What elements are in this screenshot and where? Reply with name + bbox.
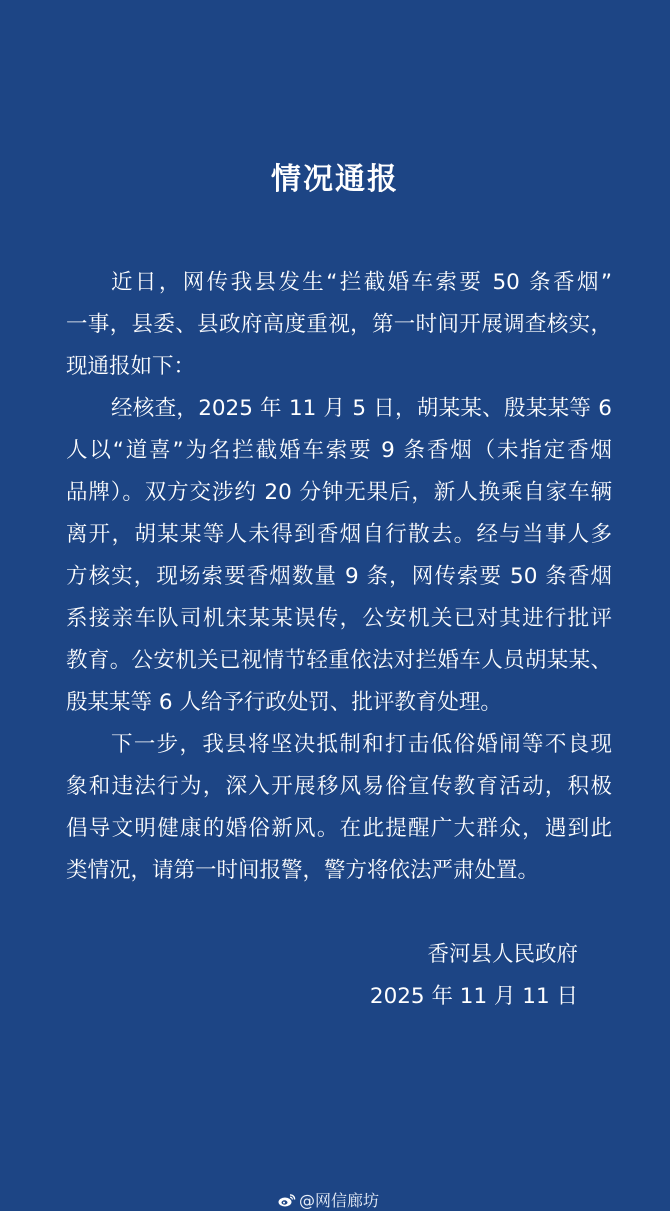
page-title: 情况通报 (271, 162, 399, 197)
watermark (278, 1188, 379, 1211)
weibo-logo-icon (278, 1193, 296, 1207)
watermark-text: @网信廊坊 (299, 1191, 380, 1210)
text-line: 一事，县委、县政府高度重视，第一时间开展调查核实， (66, 312, 612, 337)
text-line: 人以“道喜”为名拦截婚车索要 9 条香烟（未指定香烟 (66, 438, 612, 463)
text-line: 离开，胡某某等人未得到香烟自行散去。经与当事人多 (66, 522, 612, 547)
notice-body (66, 262, 612, 892)
text-line: 近日，网传我县发生“拦截婚车索要 50 条香烟” (111, 270, 612, 295)
paragraph-next-steps (66, 724, 612, 892)
text-line: 类情况，请第一时间报警，警方将依法严肃处置。 (66, 858, 540, 883)
signature-date: 2025 年 11 月 11 日 (369, 984, 578, 1009)
text-line: 倡导文明健康的婚俗新风。在此提醒广大群众，遇到此 (66, 816, 612, 841)
signature-org: 香河县人民政府 (427, 942, 578, 967)
paragraph-intro (66, 262, 612, 388)
text-line: 象和违法行为，深入开展移风易俗宣传教育活动，积极 (66, 774, 612, 799)
text-line: 下一步，我县将坚决抵制和打击低俗婚闹等不良现 (111, 732, 612, 757)
text-line: 教育。公安机关已视情节轻重依法对拦婚车人员胡某某、 (66, 648, 612, 673)
paragraph-findings (66, 388, 612, 724)
text-line: 殷某某等 6 人给予行政处罚、批评教育处理。 (66, 690, 502, 715)
text-line: 方核实，现场索要香烟数量 9 条，网传索要 50 条香烟 (66, 564, 612, 589)
text-line: 品牌）。双方交涉约 20 分钟无果后，新人换乘自家车辆 (66, 480, 612, 505)
text-line: 系接亲车队司机宋某某误传，公安机关已对其进行批评 (66, 606, 612, 631)
text-line: 经核查，2025 年 11 月 5 日，胡某某、殷某某等 6 (111, 396, 612, 421)
text-line: 现通报如下： (66, 354, 196, 379)
